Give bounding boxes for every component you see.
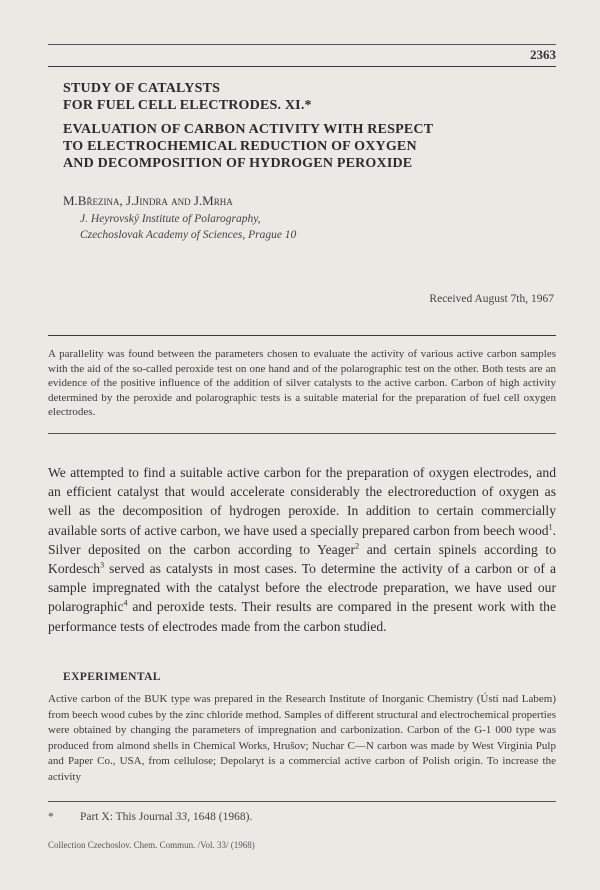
received-date: Received August 7th, 1967 [429, 293, 554, 305]
section-heading-experimental: EXPERIMENTAL [63, 671, 161, 683]
affiliation-line: J. Heyrovský Institute of Polarography, [80, 213, 261, 225]
reference-marker: 1 [548, 522, 553, 532]
abstract-bottom-rule [48, 433, 556, 434]
footnote-rule [48, 801, 556, 802]
title-line: FOR FUEL CELL ELECTRODES. XI.* [63, 98, 312, 113]
top-rule-thin [48, 44, 556, 45]
paper-title [63, 121, 533, 172]
top-rule-heavy [48, 66, 556, 67]
footnote-mark: * [48, 811, 54, 823]
title-line: AND DECOMPOSITION OF HYDROGEN PEROXIDE [63, 156, 413, 171]
author-list: M.Březina, J.Jindra and J.Mrha [63, 193, 233, 208]
title-line: TO ELECTROCHEMICAL REDUCTION OF OXYGEN [63, 139, 417, 154]
introduction-paragraph: We attempted to find a suitable active carbon for the preparation of oxygen electrodes, and an efficient catalyst that would accelerate considerably the electroreduction of oxygen as well as the decomposition of hydrogen peroxide. In addition to certain commercially available sorts of active carbon, we have used a specially prepared carbon from beech wood$^1$. Silver deposited on the carbon according to Yeager$^2$ and certain spinels according to Kordesch$^3$ served as catalysts in most cases. To determine the activity of a carbon or of a sample impregnated with the catalyst before the electrode preparation, we have used our polarographic$^4$ and peroxide tests. Their results are compared in the present work with the performance tests of electrodes made from the carbon studied. [48, 465, 556, 634]
page-number: 2363 [530, 47, 556, 62]
title-line: EVALUATION OF CARBON ACTIVITY WITH RESPECT [63, 122, 434, 137]
running-footer: Collection Czechoslov. Chem. Commun. /Vol. 33/ (1968) [48, 840, 255, 850]
series-title [63, 80, 533, 114]
footnote: * Part X: This Journal 33, 1648 (1968). [48, 811, 253, 823]
experimental-paragraph: Active carbon of the BUK type was prepared in the Research Institute of Inorganic Chemistry (Ústí nad Labem) from beech wood cubes by the zinc chloride method. Samples of different structural and electrochemical properties were obtained by changing the parameters of impregnation and carbonization. Carbon of the G-1 000 type was produced from almond shells in Chemical Works, Hrušov; Nuchar C—N carbon was made by West Virginia Pulp and Paper Co., USA, from cellulose; Depolaryt is a commercial active carbon of Polish origin. To increase the activity [48, 693, 556, 783]
abstract-top-rule [48, 335, 556, 336]
affiliation-line: Czechoslovak Academy of Sciences, Prague 10 [80, 229, 297, 241]
reference-marker: 4 [123, 598, 128, 608]
footnote-volume: 33, [175, 811, 190, 823]
reference-marker: 3 [100, 560, 105, 570]
reference-marker: 2 [355, 541, 360, 551]
abstract: A parallelity was found between the parameters chosen to evaluate the activity of various active carbon samples with the aid of the so-called peroxide test on one hand and of the polarographic test on the other. Both tests are an evidence of the positive influence of the addition of silver catalysts to the active carbon. Carbon of high activity determined by the peroxide and polarographic tests is a suitable material for the preparation of fuel cell oxygen electrodes. [48, 348, 556, 419]
title-line: STUDY OF CATALYSTS [63, 81, 221, 96]
